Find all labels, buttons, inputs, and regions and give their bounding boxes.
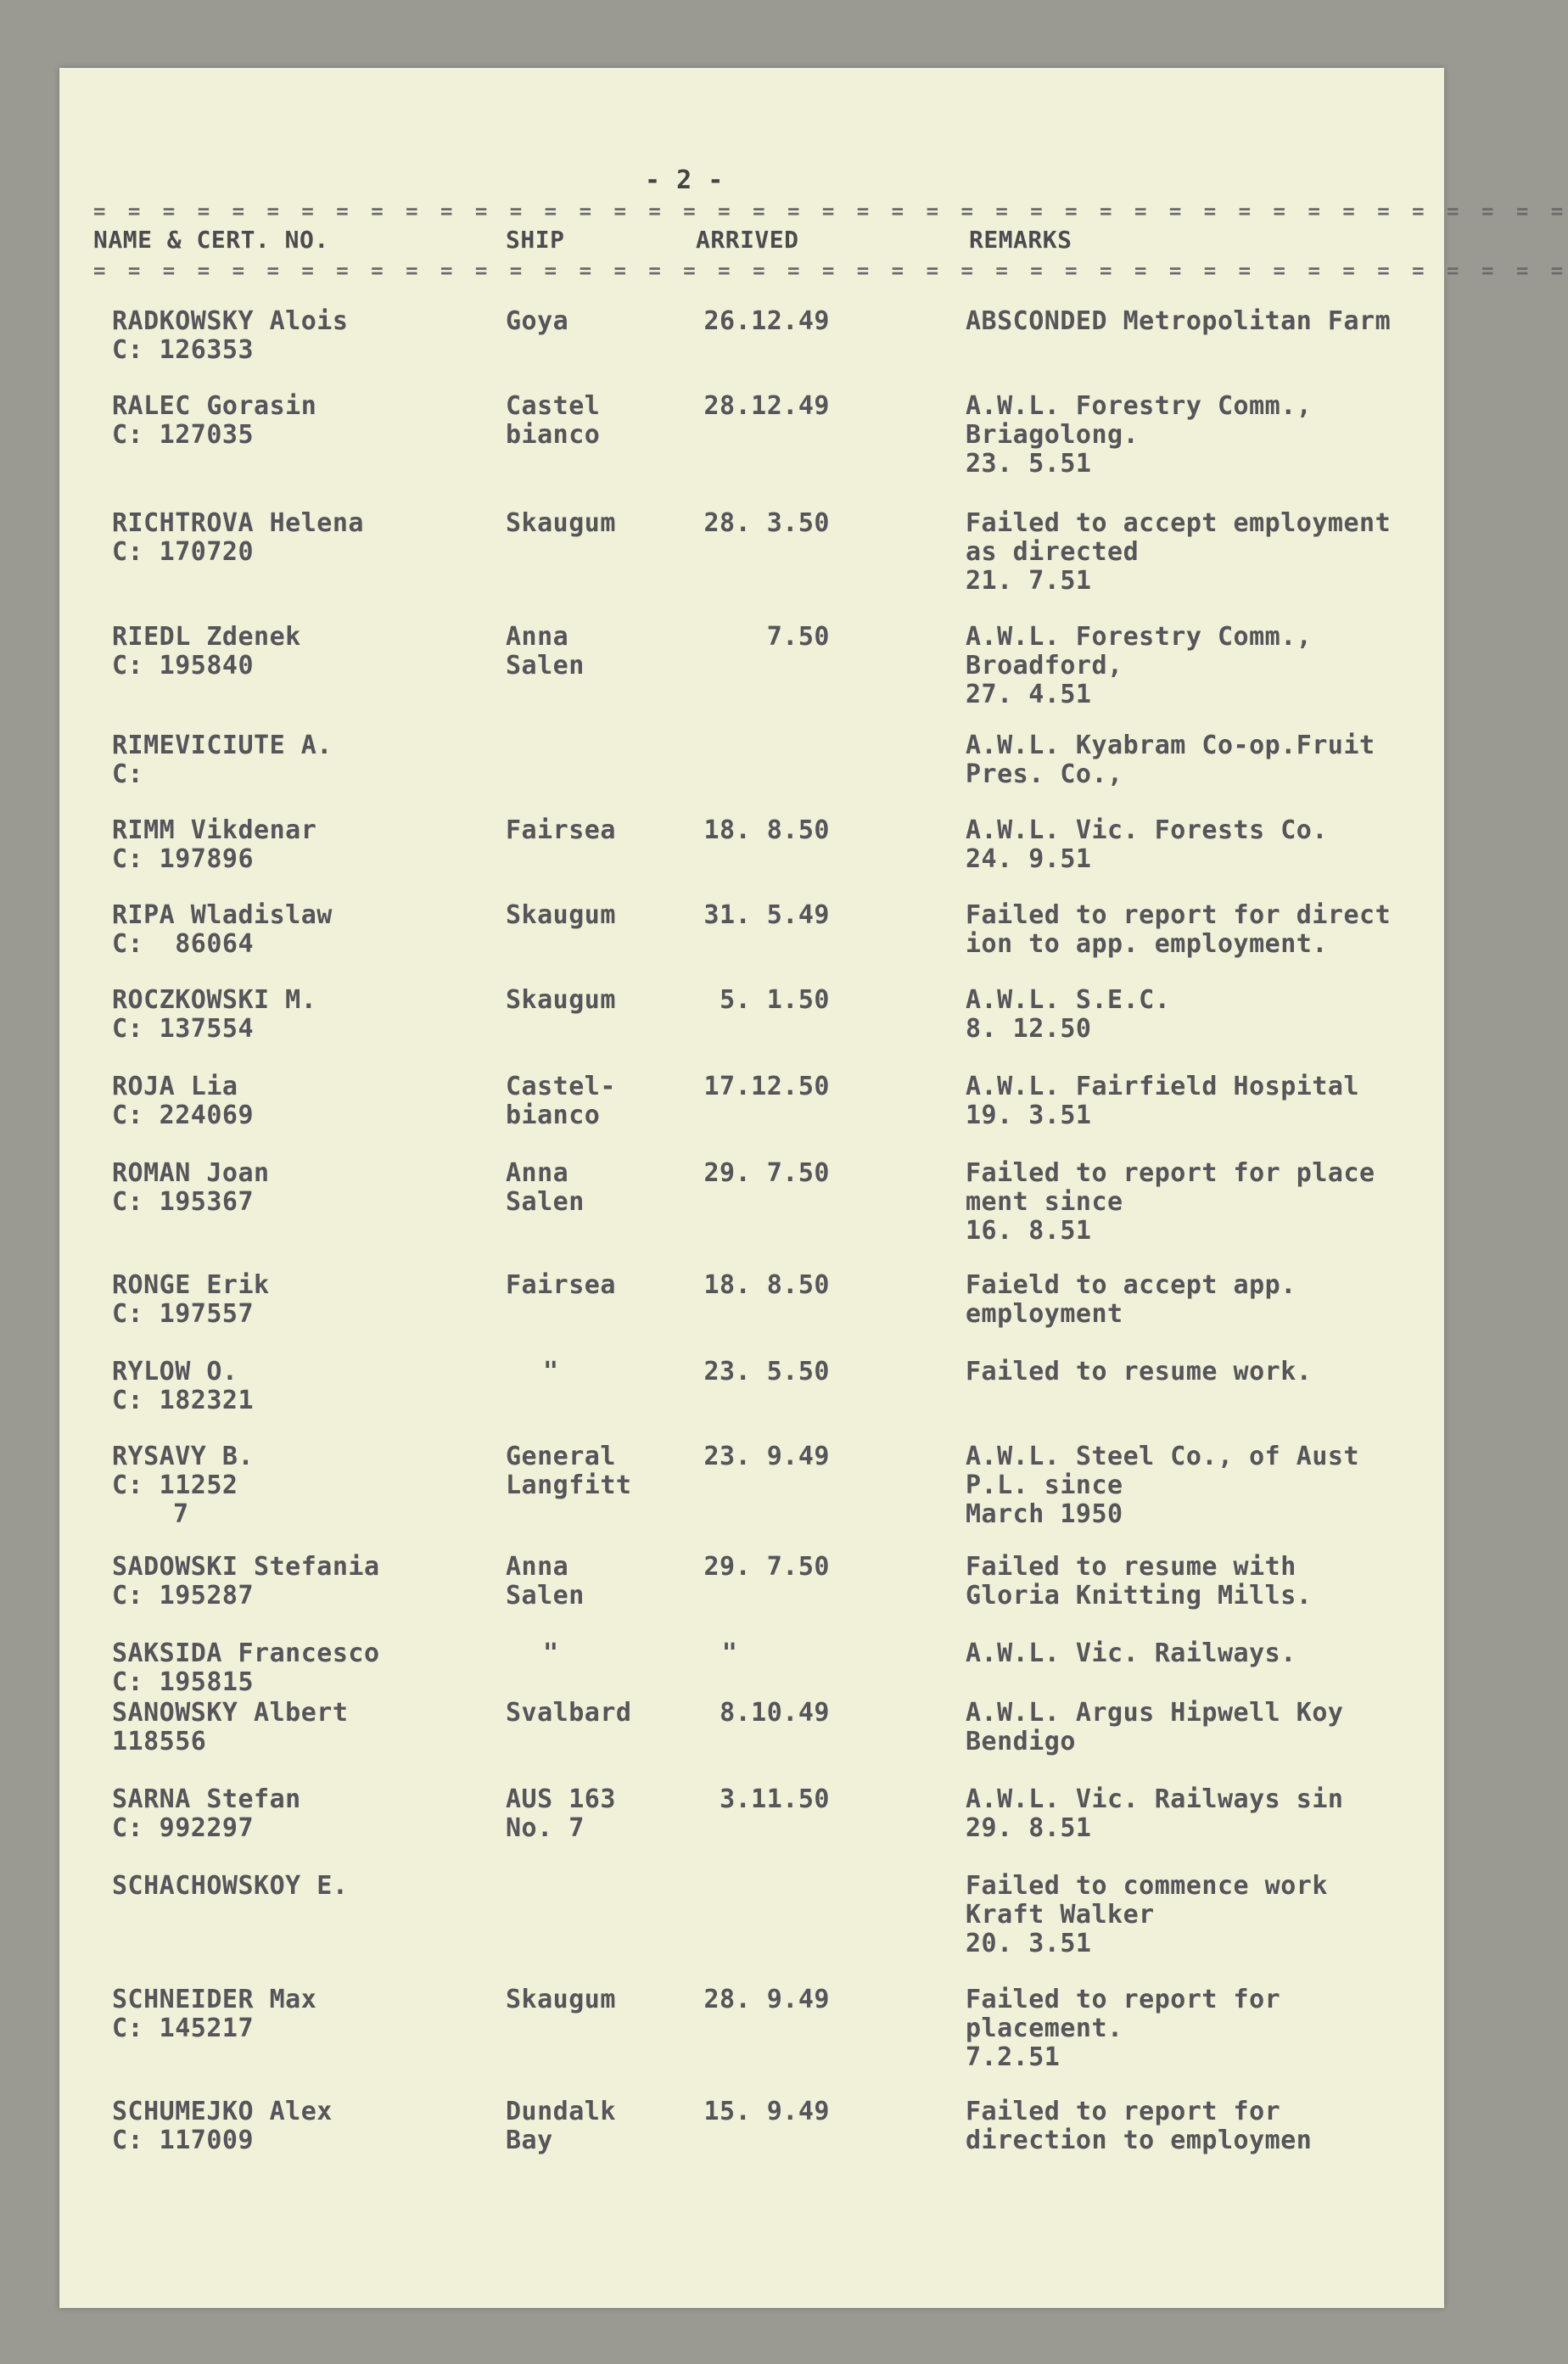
record-remarks-cell [966, 2098, 1441, 2155]
record-name: RYLOW O. [112, 1357, 238, 1386]
record-ship-line: " [543, 1639, 559, 1668]
record-name-cell [112, 1986, 485, 2043]
record-ship-cell [506, 509, 675, 538]
record-ship-cell [506, 2098, 675, 2155]
record-remarks-cell [966, 901, 1441, 959]
record-ship-line: Fairsea [506, 1270, 616, 1300]
record-remarks-cell [966, 731, 1441, 789]
record-remark-line: Gloria Knitting Mills. [966, 1581, 1313, 1611]
record-name-cell [112, 1639, 485, 1697]
record-remarks-cell [966, 1986, 1441, 2072]
record-name: SANOWSKY Albert [112, 1698, 349, 1728]
record-ship-cell [506, 901, 675, 930]
record-arrived: 3.11.50 [720, 1784, 830, 1814]
record-name-cell [112, 1699, 485, 1756]
record-remark-line: March 1950 [966, 1499, 1123, 1529]
record-ship-line: Castel- [506, 1072, 616, 1101]
record-remarks-cell [966, 509, 1441, 596]
record-name: RICHTROVA Helena [112, 508, 364, 538]
record-remark-line: ABSCONDED Metropolitan Farm [966, 306, 1392, 336]
record-remark-line: 19. 3.51 [966, 1101, 1092, 1130]
record-remark-line: A.W.L. Forestry Comm., [966, 622, 1313, 652]
record-remarks-cell [966, 1699, 1441, 1756]
record-ship-line: No. 7 [506, 1813, 585, 1843]
record-cert: C: 11252 [112, 1470, 238, 1500]
record-remarks-cell [966, 623, 1441, 709]
record-name-cell [112, 509, 485, 567]
record-ship-line: bianco [506, 420, 601, 450]
record-ship-cell [506, 1699, 675, 1728]
record-cert: C: 197557 [112, 1299, 255, 1329]
record-cert: C: 992297 [112, 1813, 255, 1843]
record-name: SAKSIDA Francesco [112, 1639, 380, 1668]
record-ship-line: Skaugum [506, 508, 616, 538]
column-header-name: NAME & CERT. NO. [93, 226, 329, 254]
record-remark-line: Failed to report for [966, 1985, 1281, 2014]
record-ship-cell [506, 1159, 675, 1217]
record-remark-line: A.W.L. Steel Co., of Aust [966, 1442, 1360, 1471]
record-ship-cell [506, 1553, 675, 1611]
record-ship-cell [506, 1986, 675, 2014]
record-name: SCHACHOWSKOY E. [112, 1871, 349, 1901]
record-ship-line: Dundalk [506, 2097, 616, 2126]
record-name-cell [112, 623, 485, 681]
record-remarks-cell [966, 1442, 1441, 1529]
record-ship-line: Fairsea [506, 815, 616, 845]
record-ship-cell [506, 623, 675, 681]
record-remarks-cell [966, 1159, 1441, 1246]
record-ship-line: Castel [506, 391, 601, 421]
record-name-cell [112, 901, 485, 959]
record-cert: C: 127035 [112, 420, 255, 450]
record-ship-line: Salen [506, 1581, 585, 1611]
record-name-cell [112, 1358, 485, 1415]
record-name: RIMEVICIUTE A. [112, 731, 333, 760]
record-name: RADKOWSKY Alois [112, 306, 349, 336]
record-remark-line: employment [966, 1299, 1123, 1329]
record-ship-line: Goya [506, 306, 569, 336]
record-ship-line: Skaugum [506, 1985, 616, 2014]
record-name: RIEDL Zdenek [112, 622, 301, 652]
record-arrived: 26.12.49 [703, 306, 830, 336]
record-name-cell [112, 392, 485, 450]
record-ship-cell [506, 1073, 675, 1130]
record-arrived: 28.12.49 [703, 391, 830, 421]
record-remark-line: 29. 8.51 [966, 1813, 1092, 1843]
record-remark-line: 21. 7.51 [966, 566, 1092, 596]
record-remarks-cell [966, 1639, 1441, 1668]
record-cert: C: [112, 759, 144, 789]
record-remark-line: 24. 9.51 [966, 844, 1092, 874]
record-cert: C: 195367 [112, 1187, 255, 1217]
record-ship-line: Anna [506, 1552, 569, 1582]
page-number: - 2 - [645, 165, 724, 195]
record-ship-line: Salen [506, 651, 585, 681]
record-arrived: 29. 7.50 [703, 1158, 830, 1188]
record-name-cell [112, 731, 485, 789]
record-remark-line: A.W.L. Vic. Railways. [966, 1639, 1296, 1668]
record-remark-line: Pres. Co., [966, 759, 1123, 789]
record-remark-line: A.W.L. S.E.C. [966, 985, 1171, 1015]
record-arrived: 29. 7.50 [703, 1552, 830, 1582]
record-remark-line: placement. [966, 2014, 1123, 2043]
record-arrived: 7.50 [766, 622, 830, 652]
record-name: ROCZKOWSKI M. [112, 985, 317, 1015]
record-cert: C: 182321 [112, 1386, 255, 1415]
record-cert: C: 195840 [112, 651, 255, 681]
record-name: ROMAN Joan [112, 1158, 270, 1188]
record-remark-line: direction to employmen [966, 2126, 1313, 2155]
record-arrived: 18. 8.50 [703, 815, 830, 845]
record-remark-line: Failed to resume with [966, 1552, 1296, 1582]
top-separator: = = = = = = = = = = = = = = = = = = = = = = = = = = = = = = = = = = = = = = = = = = = [93, 199, 1568, 223]
record-cert: C: 145217 [112, 2014, 255, 2043]
record-arrived: 28. 9.49 [703, 1985, 830, 2014]
record-remark-line: Briagolong. [966, 420, 1140, 450]
record-name: RIMM Vikdenar [112, 815, 317, 845]
record-remark-line: 23. 5.51 [966, 449, 1092, 479]
record-remark-line: Faield to accept app. [966, 1270, 1296, 1300]
record-cert: C: 137554 [112, 1014, 255, 1044]
record-remark-line: ion to app. employment. [966, 929, 1328, 959]
record-ship-cell [506, 392, 675, 450]
record-ship-line: Skaugum [506, 900, 616, 930]
record-name-cell [112, 816, 485, 874]
record-arrived: 17.12.50 [703, 1072, 830, 1101]
record-remark-line: Failed to commence work [966, 1871, 1328, 1901]
record-remark-line: A.W.L. Fairfield Hospital [966, 1072, 1360, 1101]
record-ship-line: Langfitt [506, 1470, 632, 1500]
record-ship-line: " [543, 1357, 559, 1386]
column-header-ship: SHIP [506, 226, 565, 254]
record-cert: C: 197896 [112, 844, 255, 874]
record-arrived: 15. 9.49 [703, 2097, 830, 2126]
record-ship-line: General [506, 1442, 616, 1471]
record-name-cell [112, 1159, 485, 1217]
record-cert: C: 170720 [112, 537, 255, 567]
record-name-cell [112, 2098, 485, 2155]
record-remark-line: A.W.L. Forestry Comm., [966, 391, 1313, 421]
record-ship-cell [506, 1442, 675, 1500]
record-name: SADOWSKI Stefania [112, 1552, 380, 1582]
record-ship-cell [506, 1358, 675, 1386]
record-ship-line: Anna [506, 1158, 569, 1188]
record-cert: C: 195815 [112, 1667, 255, 1697]
record-remark-line: 8. 12.50 [966, 1014, 1092, 1044]
record-remarks-cell [966, 392, 1441, 479]
record-cert: C: 117009 [112, 2126, 255, 2155]
record-name-cell [112, 1073, 485, 1130]
record-cert: C: 86064 [112, 929, 255, 959]
record-ship-cell [506, 816, 675, 845]
record-remark-line: Failed to report for [966, 2097, 1281, 2126]
record-ship-cell [506, 307, 675, 336]
record-remarks-cell [966, 1785, 1441, 1843]
record-remark-line: 27. 4.51 [966, 680, 1092, 709]
record-remark-line: Failed to accept employment [966, 508, 1392, 538]
record-ship-line: Bay [506, 2126, 553, 2155]
record-remarks-cell [966, 307, 1441, 336]
record-name: ROJA Lia [112, 1072, 238, 1101]
record-remark-line: Bendigo [966, 1727, 1076, 1756]
record-name-cell [112, 1872, 485, 1901]
record-remark-line: Broadford, [966, 651, 1123, 681]
record-remarks-cell [966, 986, 1441, 1044]
record-remark-line: A.W.L. Kyabram Co-op.Fruit [966, 731, 1375, 760]
record-remark-line: A.W.L. Vic. Railways sin [966, 1784, 1344, 1814]
record-cert: C: 126353 [112, 335, 255, 365]
record-remark-line: Kraft Walker [966, 1900, 1155, 1930]
record-arrived: 18. 8.50 [703, 1270, 830, 1300]
record-name: RIPA Wladislaw [112, 900, 333, 930]
record-ship-line: Salen [506, 1187, 585, 1217]
record-name-cell [112, 1785, 485, 1843]
record-ship-cell [506, 1639, 675, 1668]
record-remark-line: 16. 8.51 [966, 1216, 1092, 1246]
record-remark-line: A.W.L. Argus Hipwell Koy [966, 1698, 1344, 1728]
record-cert-extra: 7 [173, 1499, 189, 1529]
header-separator: = = = = = = = = = = = = = = = = = = = = = = = = = = = = = = = = = = = = = = = = = = = [93, 259, 1568, 283]
record-name: RYSAVY B. [112, 1442, 255, 1471]
record-ship-line: AUS 163 [506, 1784, 616, 1814]
record-remarks-cell [966, 1271, 1441, 1329]
record-name-cell [112, 1553, 485, 1611]
record-arrived: 28. 3.50 [703, 508, 830, 538]
record-remark-line: P.L. since [966, 1470, 1123, 1500]
record-name-cell [112, 307, 485, 365]
record-remark-line: Failed to resume work. [966, 1357, 1313, 1386]
record-name: RONGE Erik [112, 1270, 270, 1300]
record-ship-line: Skaugum [506, 985, 616, 1015]
record-arrived: " [721, 1639, 738, 1668]
record-ship-line: bianco [506, 1101, 601, 1130]
record-cert: C: 224069 [112, 1101, 255, 1130]
record-arrived: 23. 9.49 [703, 1442, 830, 1471]
record-ship-cell [506, 1271, 675, 1300]
record-remarks-cell [966, 1872, 1441, 1958]
record-name: SCHNEIDER Max [112, 1985, 317, 2014]
record-ship-line: Anna [506, 622, 569, 652]
record-arrived: 23. 5.50 [703, 1357, 830, 1386]
record-ship-cell [506, 1785, 675, 1843]
record-remark-line: as directed [966, 537, 1140, 567]
record-ship-cell [506, 986, 675, 1015]
record-arrived: 31. 5.49 [703, 900, 830, 930]
record-arrived: 5. 1.50 [720, 985, 830, 1015]
record-name-cell [112, 1271, 485, 1329]
record-remarks-cell [966, 1358, 1441, 1386]
record-cert: 118556 [112, 1727, 207, 1756]
record-remark-line: A.W.L. Vic. Forests Co. [966, 815, 1328, 845]
column-header-remarks: REMARKS [969, 226, 1072, 254]
record-remarks-cell [966, 1073, 1441, 1130]
record-name: RALEC Gorasin [112, 391, 317, 421]
column-header-arrived: ARRIVED [696, 226, 799, 254]
record-name-cell [112, 986, 485, 1044]
record-remarks-cell [966, 816, 1441, 874]
record-name: SARNA Stefan [112, 1784, 301, 1814]
record-remark-line: Failed to report for direct [966, 900, 1392, 930]
record-remark-line: ment since [966, 1187, 1123, 1217]
record-name-cell [112, 1442, 485, 1529]
record-ship-line: Svalbard [506, 1698, 632, 1728]
record-remark-line: 20. 3.51 [966, 1929, 1092, 1958]
record-remark-line: 7.2.51 [966, 2042, 1061, 2072]
record-remarks-cell [966, 1553, 1441, 1611]
record-cert: C: 195287 [112, 1581, 255, 1611]
record-remark-line: Failed to report for place [966, 1158, 1375, 1188]
record-arrived: 8.10.49 [720, 1698, 830, 1728]
record-name: SCHUMEJKO Alex [112, 2097, 333, 2126]
